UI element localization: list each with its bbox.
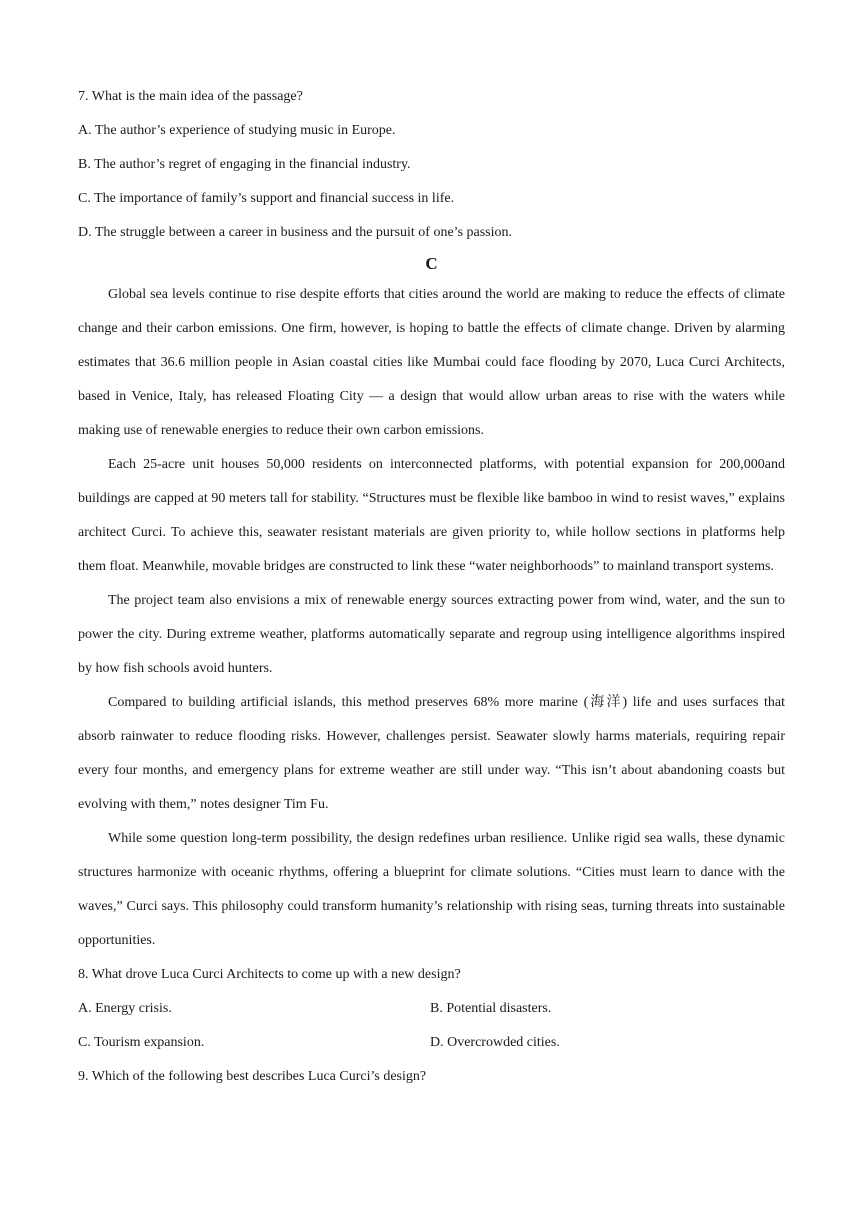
passage-paragraph: Each 25-acre unit houses 50,000 residents on interconnected platforms, with potential expansion for 200,000and buildings are capped at 90 meters tall for stability. “Structures must be flexible like bamboo in wind to resist waves,” explains architect Curci. To achieve this, seawater resistant materials are given priority to, while hollow sections in platforms help them float. Meanwhile, movable bridges are constructed to link these “water neighborhoods” to mainland transport systems. <box>78 457 785 574</box>
passage-paragraph: Compared to building artificial islands, this method preserves 68% more marine (海洋) life and uses surfaces that absorb rainwater to reduce flooding risks. However, challenges persist. Seawater slowly harms materials, requiring repair every four months, and emergency plans for extreme weather are still under way. “This isn’t about abandoning coasts but evolving with them,” notes designer Tim Fu. <box>78 695 785 812</box>
document-page <box>78 80 785 1094</box>
question-8-option-d: D. Overcrowded cities. <box>430 1035 560 1050</box>
question-7-option-a: A. The author’s experience of studying music in Europe. <box>78 123 396 138</box>
question-8-option-a: A. Energy crisis. <box>78 1001 172 1016</box>
question-8-options-row <box>78 992 785 1026</box>
question-7-option-c: C. The importance of family’s support and financial success in life. <box>78 191 455 206</box>
passage-paragraph: The project team also envisions a mix of renewable energy sources extracting power from wind, water, and the sun to power the city. During extreme weather, platforms automatically separate and regroup using intelligence algorithms inspired by how fish schools avoid hunters. <box>78 593 785 676</box>
question-9-stem: 9. Which of the following best describes Luca Curci’s design? <box>78 1069 427 1084</box>
question-7-stem: 7. What is the main idea of the passage? <box>78 89 303 104</box>
question-7-option-b: B. The author’s regret of engaging in the financial industry. <box>78 157 411 172</box>
question-8-options-row <box>78 1026 785 1060</box>
section-title: C <box>425 254 438 273</box>
passage-paragraph: While some question long-term possibility, the design redefines urban resilience. Unlike rigid sea walls, these dynamic structures harmonize with oceanic rhythms, offering a blueprint for climate solutions. “Cities must learn to dance with the waves,” Curci says. This philosophy could transform humanity’s relationship with rising seas, turning threats into sustainable opportunities. <box>78 831 785 948</box>
question-8-stem: 8. What drove Luca Curci Architects to come up with a new design? <box>78 967 461 982</box>
question-8-option-b: B. Potential disasters. <box>430 1001 552 1016</box>
passage-paragraph: Global sea levels continue to rise despite efforts that cities around the world are making to reduce the effects of climate change and their carbon emissions. One firm, however, is hoping to battle the effects of climate change. Driven by alarming estimates that 36.6 million people in Asian coastal cities like Mumbai could face flooding by 2070, Luca Curci Architects, based in Venice, Italy, has released Floating City — a design that would allow urban areas to rise with the waters while making use of renewable energies to reduce their own carbon emissions. <box>78 287 785 438</box>
question-7-option-d: D. The struggle between a career in business and the pursuit of one’s passion. <box>78 225 513 240</box>
question-8-option-c: C. Tourism expansion. <box>78 1035 205 1050</box>
